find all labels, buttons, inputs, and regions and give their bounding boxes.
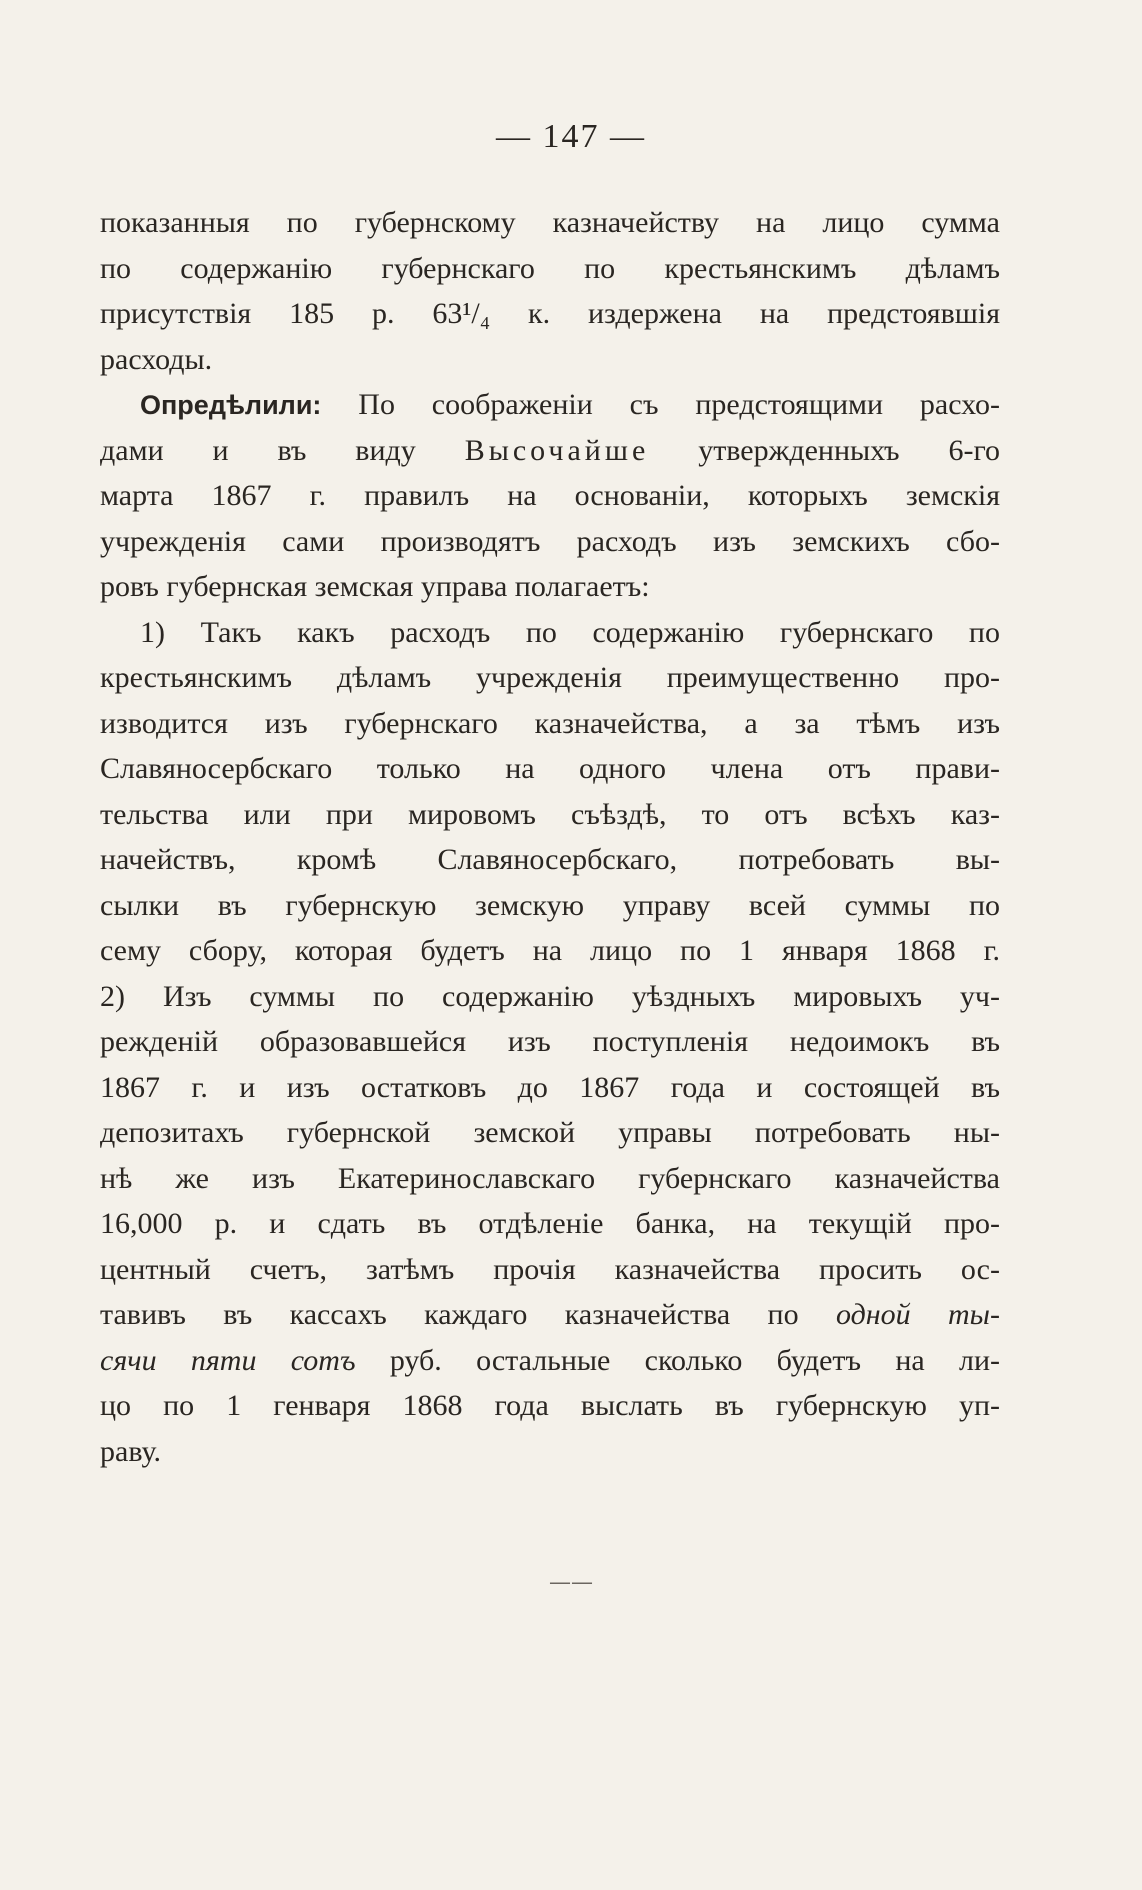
text-line: присутствія 185 р. 63¹/₄ к. издержена на предстоявшія: [100, 297, 1000, 330]
text-line: тавивъ въ кассахъ каждаго казначейства по одной ты-: [100, 1298, 1000, 1331]
text-line: центный счетъ, затѣмъ прочія казначейства просить ос-: [100, 1252, 1000, 1286]
page-number: — 147 —: [496, 118, 646, 155]
item-2-line: 2) Изъ суммы по содержанію уѣздныхъ мировыхъ уч-: [100, 979, 1000, 1013]
text-line: по содержанію губернскаго по крестьянскимъ дѣламъ: [100, 251, 1000, 285]
resolution-heading: Опредѣлили:: [140, 390, 322, 420]
text-line: сячи пяти сотъ руб. остальные сколько будетъ на ли-: [100, 1343, 1000, 1377]
text-line: 16,000 р. и сдать въ отдѣленіе банка, на текущій про-: [100, 1207, 1000, 1240]
text-line: 1867 г. и изъ остатковъ до 1867 года и состоящей въ: [100, 1070, 1000, 1104]
text-line: учрежденія сами производятъ расходъ изъ земскихъ сбо-: [100, 524, 1000, 558]
text-line: марта 1867 г. правилъ на основаніи, которыхъ земскія: [100, 479, 1000, 512]
body-text: [100, 200, 1000, 1474]
text-line: раву.: [100, 1434, 161, 1468]
text-line: начействъ, кромѣ Славяносербскаго, потребовать вы-: [100, 843, 1000, 876]
resolution-line: Опредѣлили: По соображеніи съ предстоящими расхо-: [140, 388, 1000, 421]
text-line: депозитахъ губернской земской управы потребовать ны-: [100, 1116, 1000, 1149]
text-line: нѣ же изъ Екатеринославскаго губернскаго казначейства: [100, 1161, 1000, 1195]
text-line: показанныя по губернскому казначейству на лицо сумма: [100, 206, 1000, 239]
text-line: дами и въ виду Высочайше утвержденныхъ 6-го: [100, 433, 1001, 467]
text-line: режденій образовавшейся изъ поступленія недоимокъ въ: [100, 1025, 1000, 1058]
end-rule: ——: [549, 1570, 593, 1595]
text-line: цо по 1 генваря 1868 года выслать въ губернскую уп-: [100, 1389, 1000, 1422]
text-line: изводится изъ губернскаго казначейства, а за тѣмъ изъ: [100, 706, 1000, 740]
text-line: сему сбору, которая будетъ на лицо по 1 января 1868 г.: [100, 934, 1000, 967]
text-line: тельства или при мировомъ съѣздѣ, то отъ всѣхъ каз-: [100, 797, 1000, 831]
item-1-line: 1) Такъ какъ расходъ по содержанію губернскаго по: [140, 615, 1000, 649]
text-line: расходы.: [100, 342, 213, 376]
text-line: ровъ губернская земская управа полагаетъ:: [100, 570, 650, 603]
text-line: крестьянскимъ дѣламъ учрежденія преимущественно про-: [100, 661, 1000, 694]
text-line: сылки въ губернскую земскую управу всей суммы по: [100, 888, 1000, 922]
text-line: Славяносербскаго только на одного члена отъ прави-: [100, 752, 1000, 785]
